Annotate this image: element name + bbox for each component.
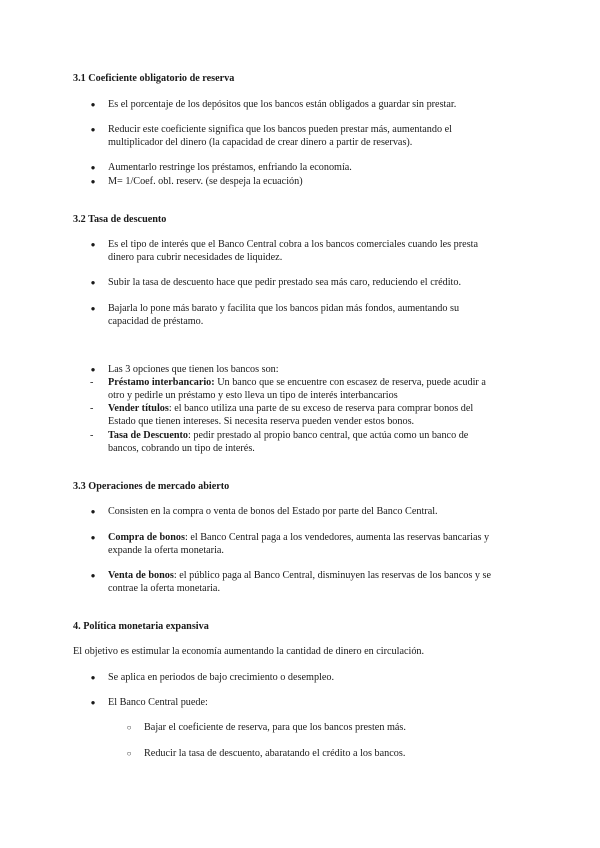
paragraph: Estado que tienen intereses. Si necesita reserva pueden vender estos bonos.	[108, 416, 415, 427]
paragraph: Subir la tasa de descuento hace que pedir prestado sea más caro, reduciendo el crédito.	[108, 277, 462, 288]
circle-bullet-icon: ○	[126, 749, 132, 758]
paragraph: contrae la oferta monetaria.	[108, 583, 220, 594]
list-item	[108, 376, 486, 389]
bullet-icon: ●	[90, 304, 96, 313]
paragraph: capacidad de préstamo.	[108, 316, 204, 327]
list-item	[108, 402, 473, 415]
circle-bullet-icon: ○	[126, 723, 132, 732]
paragraph: Reducir este coeficiente significa que los bancos pueden prestar más, aumentando el	[108, 124, 452, 135]
heading-4: 4. Política monetaria expansiva	[73, 621, 209, 632]
paragraph: otro y pedirle un préstamo y esto lleva un tipo de interés interbancarios	[108, 390, 398, 401]
bullet-icon: ●	[90, 533, 96, 542]
bullet-icon: ●	[90, 278, 96, 287]
heading-3-1: 3.1 Coeficiente obligatorio de reserva	[73, 73, 235, 84]
term-definition: Un banco que se encuentre con escasez de reserva, puede acudir a	[214, 377, 486, 388]
paragraph: Aumentarlo restringe los préstamos, enfriando la economía.	[108, 162, 352, 173]
dash-bullet: -	[90, 403, 94, 414]
paragraph: Reducir la tasa de descuento, abaratando el crédito a los bancos.	[144, 748, 406, 759]
term: Compra de bonos	[108, 532, 185, 543]
heading-3-3: 3.3 Operaciones de mercado abierto	[73, 481, 230, 492]
term: Vender títulos	[108, 403, 169, 414]
dash-bullet: -	[90, 430, 94, 441]
formula: M= 1/Coef. obl. reserv. (se despeja la ecuación)	[108, 176, 303, 187]
paragraph: Es el tipo de interés que el Banco Central cobra a los bancos comerciales cuando les presta	[108, 239, 479, 250]
bullet-icon: ●	[90, 125, 96, 134]
bullet-icon: ●	[90, 673, 96, 682]
bullet-icon: ●	[90, 507, 96, 516]
paragraph: Es el porcentaje de los depósitos que los bancos están obligados a guardar sin prestar.	[108, 99, 457, 110]
term: Venta de bonos	[108, 570, 174, 581]
bullet-icon: ●	[90, 698, 96, 707]
paragraph: expande la oferta monetaria.	[108, 545, 224, 556]
bullet-icon: ●	[90, 100, 96, 109]
bullet-icon: ●	[90, 177, 96, 186]
term: Préstamo interbancario:	[108, 377, 215, 388]
paragraph: bancos, cobrando un tipo de interés.	[108, 443, 255, 454]
paragraph: Las 3 opciones que tienen los bancos son:	[108, 364, 279, 375]
paragraph: multiplicador del dinero (la capacidad de crear dinero a partir de reservas).	[108, 137, 413, 148]
paragraph: El objetivo es estimular la economía aumentando la cantidad de dinero en circulación.	[73, 646, 425, 657]
term-definition: : el Banco Central paga a los vendedores, aumenta las reservas bancarias y	[184, 532, 490, 543]
bullet-icon: ●	[90, 571, 96, 580]
bullet-icon: ●	[90, 240, 96, 249]
list-item	[108, 531, 489, 544]
dash-bullet: -	[90, 377, 94, 388]
paragraph: Se aplica en periodos de bajo crecimiento o desempleo.	[108, 672, 335, 683]
term-definition: : el público paga al Banco Central, disminuyen las reservas de los bancos y se	[173, 570, 492, 581]
term-definition: : pedir prestado al propio banco central, que actúa como un banco de	[188, 430, 469, 441]
paragraph: Consisten en la compra o venta de bonos del Estado por parte del Banco Central.	[108, 506, 438, 517]
term: Tasa de Descuento	[108, 430, 188, 441]
list-item	[108, 429, 468, 442]
list-item	[108, 569, 491, 582]
term-definition: : el banco utiliza una parte de su exceso de reserva para comprar bonos del	[168, 403, 474, 414]
heading-3-2: 3.2 Tasa de descuento	[73, 214, 167, 225]
bullet-icon: ●	[90, 365, 96, 374]
paragraph: dinero para cubrir necesidades de liquidez.	[108, 252, 283, 263]
paragraph: Bajarla lo pone más barato y facilita que los bancos pidan más fondos, aumentando su	[108, 303, 460, 314]
paragraph: Bajar el coeficiente de reserva, para que los bancos presten más.	[144, 722, 406, 733]
bullet-icon: ●	[90, 163, 96, 172]
paragraph: El Banco Central puede:	[108, 697, 208, 708]
